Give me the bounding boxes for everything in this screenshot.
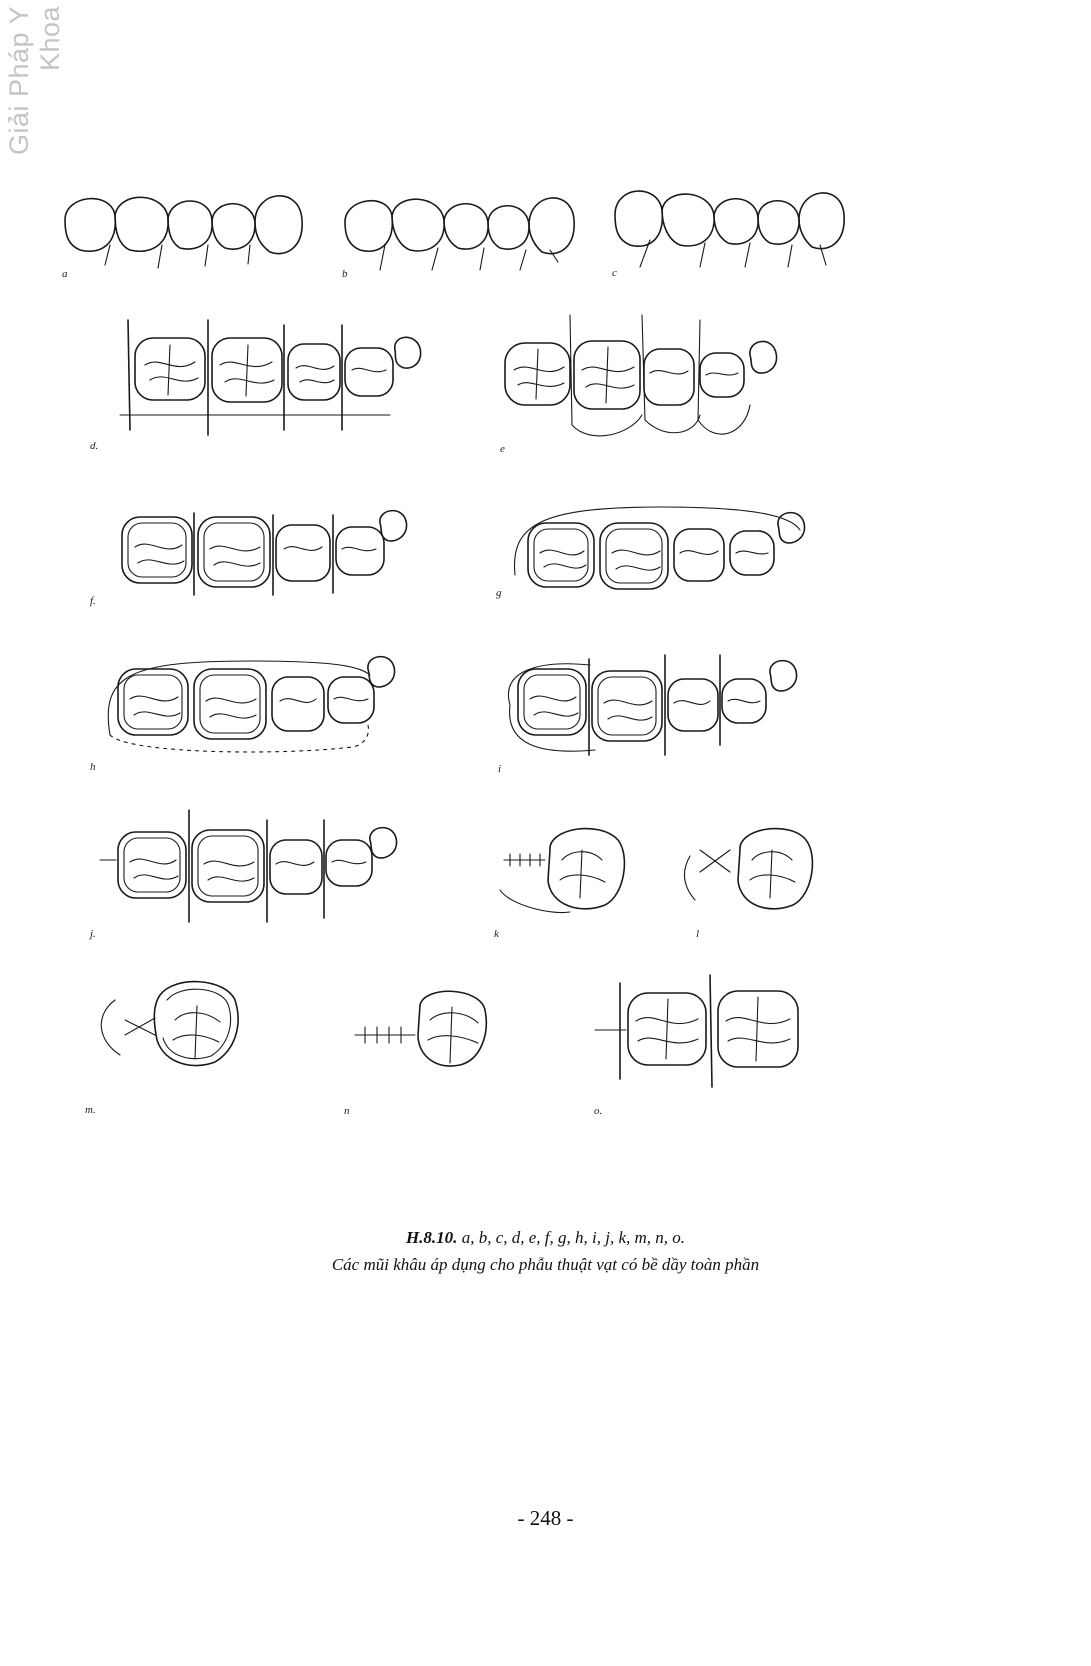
panel-label-d: d. xyxy=(90,440,99,452)
panel-label-e: e xyxy=(500,443,505,455)
figure-panel-f xyxy=(90,505,430,615)
occlusal-view-g xyxy=(500,505,820,615)
figure-panel-list: a, b, c, d, e, f, g, h, i, j, k, m, n, o. xyxy=(461,1228,686,1247)
occlusal-view-o xyxy=(590,975,830,1105)
figure-panel-a xyxy=(60,190,320,280)
panel-label-o: o. xyxy=(594,1105,603,1117)
occlusal-view-l xyxy=(670,820,840,940)
panel-label-n: n xyxy=(344,1105,350,1117)
occlusal-view-d xyxy=(90,320,430,460)
panel-label-a: a xyxy=(62,268,68,280)
teeth-side-view-c xyxy=(610,185,860,270)
occlusal-view-j xyxy=(90,810,430,940)
panel-label-h: h xyxy=(90,761,96,773)
panel-label-j: j. xyxy=(90,928,96,940)
occlusal-view-m xyxy=(85,970,255,1100)
page-number: - 248 - xyxy=(517,1506,574,1530)
teeth-side-view-b xyxy=(340,190,590,270)
panel-label-i: i xyxy=(498,763,502,775)
occlusal-view-n xyxy=(340,985,510,1095)
occlusal-view-f xyxy=(90,505,430,615)
figure-panel-d xyxy=(90,320,430,460)
figure-panel-l xyxy=(670,820,840,940)
panel-label-l: l xyxy=(696,928,700,940)
figure-caption-title: Các mũi khâu áp dụng cho phẫu thuật vạt có bề dầy toàn phần xyxy=(331,1255,760,1274)
occlusal-view-i xyxy=(500,655,820,775)
figure-panel-b xyxy=(340,190,590,280)
figure-panel-c xyxy=(610,185,860,279)
panel-label-g: g xyxy=(496,587,502,599)
panel-label-f: f. xyxy=(90,595,96,607)
figure-panel-m xyxy=(85,970,255,1116)
figure-number: H.8.10. xyxy=(405,1228,458,1247)
figure-panel-i xyxy=(500,655,820,775)
panel-label-b: b xyxy=(342,268,348,280)
figure-panel-o xyxy=(590,975,830,1117)
figure-panel-g xyxy=(496,505,820,615)
panel-label-m: m. xyxy=(85,1104,96,1116)
occlusal-view-k xyxy=(490,820,660,940)
figure-panel-j xyxy=(90,810,430,940)
panel-label-k: k xyxy=(494,928,499,940)
watermark-text: Giải Pháp Y Khoa xyxy=(4,6,65,156)
figure-panel-k xyxy=(490,820,660,940)
figure-panel-h xyxy=(90,655,430,775)
figure-caption-line1 xyxy=(0,1228,1091,1248)
occlusal-view-e xyxy=(500,315,800,460)
teeth-side-view-a xyxy=(60,190,320,270)
panel-label-c: c xyxy=(612,267,617,279)
occlusal-view-h xyxy=(90,655,430,775)
figure-panel-e xyxy=(500,315,800,460)
figure-panel-n xyxy=(340,985,510,1117)
